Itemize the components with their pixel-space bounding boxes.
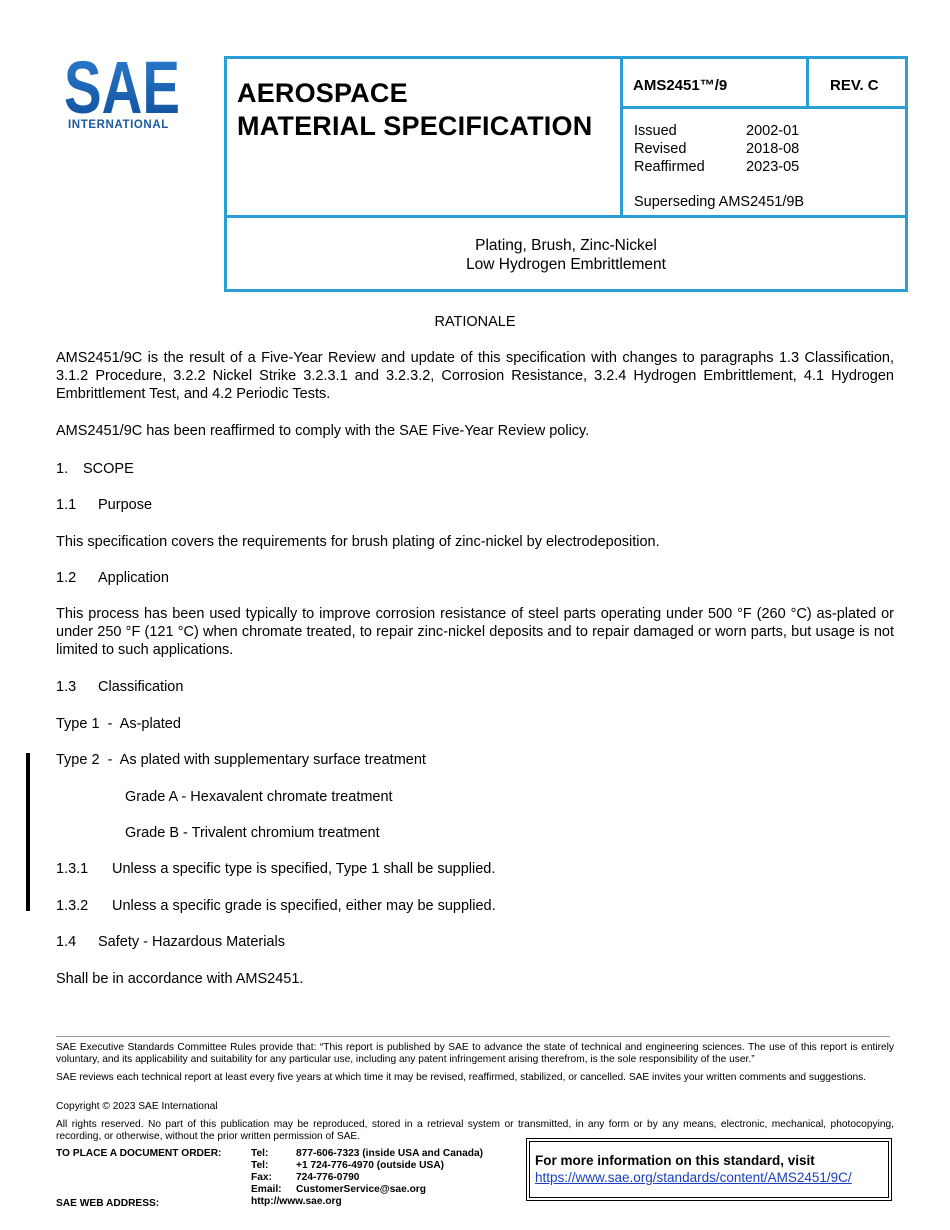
superseding-note: Superseding AMS2451/9B xyxy=(634,194,805,210)
contact-phone-intl: Tel: +1 724-776-4970 (outside USA) xyxy=(251,1160,445,1171)
footer-review-note: SAE reviews each technical report at least every five years at which time it may be revised, reaffirmed, stabilized, or cancelled. SAE invites your written comments and suggestions. xyxy=(56,1072,867,1083)
footer-rule xyxy=(56,1036,890,1037)
logo-subtitle: INTERNATIONAL xyxy=(68,119,169,131)
contact-fax: Fax: 724-776-0790 xyxy=(251,1172,360,1183)
rationale-paragraph: AMS2451/9C is the result of a Five-Year Review and update of this specification with changes to paragraphs 1.3 Classification, 3.1.2 Procedure, 3.2.2 Nickel Strike 3.2.3.1 and 3.2.3.2, Corrosion Resistance, 3.2.4 Hydrogen Embrittlement, 4.1 Hydrogen Embrittlement Test, and 4.2 Periodic Tests. xyxy=(56,350,894,402)
change-bar xyxy=(26,753,30,911)
section-paragraph: This specification covers the requirements for brush plating of zinc-nickel by electrodeposition. xyxy=(56,534,660,550)
revision: REV. C xyxy=(830,77,879,94)
classification-item: Type 2 - As plated with supplementary surface treatment xyxy=(56,752,426,768)
spec-type-line1: AEROSPACE xyxy=(237,78,408,108)
header-divider xyxy=(224,215,908,218)
footer-rules-note: SAE Executive Standards Committee Rules provide that: “This report is published by SAE to advance the state of technical and engineering sciences. The use of this report is entirely voluntary, and its applicability and suitability for any particular use, including any patent infringement arising therefrom, is the sole responsibility of the user.” xyxy=(56,1042,894,1065)
grade-item: Grade B - Trivalent chromium treatment xyxy=(125,825,380,841)
rationale-paragraph: AMS2451/9C has been reaffirmed to comply with the SAE Five-Year Review policy. xyxy=(56,423,590,439)
sae-logo xyxy=(64,56,192,134)
spec-type-line2: MATERIAL SPECIFICATION xyxy=(237,111,593,141)
date-issued: Issued 2002-01 xyxy=(634,123,800,139)
footer-rights: All rights reserved. No part of this publication may be reproduced, stored in a retrieval system or transmitted, in any form or by any means, electronic, mechanical, photocopying, recording, or otherwise, without the prior written permission of SAE. xyxy=(56,1119,894,1142)
section-paragraph: This process has been used typically to improve corrosion resistance of steel parts operating under 500 °F (260 °C) as-plated or under 250 °F (121 °C) when chromate treated, to repair zinc-nickel deposits and to repair damaged or worn parts, but usage is not limited to such applications. xyxy=(56,606,894,658)
section-paragraph: Shall be in accordance with AMS2451. xyxy=(56,971,304,987)
sae-logo-mark xyxy=(64,56,182,116)
header-divider xyxy=(806,56,809,109)
contact-list xyxy=(251,1148,483,1208)
more-info-title: For more information on this standard, visit xyxy=(535,1153,815,1168)
section-heading: 1. SCOPE xyxy=(56,461,134,477)
document-id: AMS2451™/9 xyxy=(633,77,728,94)
classification-item: Type 1 - As-plated xyxy=(56,716,181,732)
header-divider xyxy=(620,106,908,109)
section-heading: 1.4 Safety - Hazardous Materials xyxy=(56,934,285,950)
footer-copyright: Copyright © 2023 SAE International xyxy=(56,1101,218,1112)
svg-text:SAE: SAE xyxy=(64,56,180,116)
section-heading: 1.1 Purpose xyxy=(56,497,153,513)
spec-type-title xyxy=(237,77,592,143)
document-title-line1: Plating, Brush, Zinc-Nickel xyxy=(475,237,657,254)
document-title xyxy=(227,236,905,274)
rationale-heading: RATIONALE xyxy=(434,314,516,330)
date-reaffirmed: Reaffirmed 2023-05 xyxy=(634,159,800,175)
date-list xyxy=(634,122,799,176)
order-label: TO PLACE A DOCUMENT ORDER: xyxy=(56,1148,222,1159)
section-heading: 1.3 Classification xyxy=(56,679,184,695)
contact-email: Email: CustomerService@sae.org xyxy=(251,1184,426,1195)
header-divider xyxy=(620,56,623,218)
section-paragraph: 1.3.1 Unless a specific type is specified, Type 1 shall be supplied. xyxy=(56,861,496,877)
standard-url-link[interactable]: https://www.sae.org/standards/content/AMS2451/9C/ xyxy=(535,1170,852,1185)
web-address-link[interactable]: http://www.sae.org xyxy=(251,1196,342,1207)
grade-item: Grade A - Hexavalent chromate treatment xyxy=(125,789,393,805)
section-paragraph: 1.3.2 Unless a specific grade is specified, either may be supplied. xyxy=(56,898,496,914)
contact-phone: Tel: 877-606-7323 (inside USA and Canada) xyxy=(251,1148,484,1159)
document-title-line2: Low Hydrogen Embrittlement xyxy=(466,256,666,273)
web-label: SAE WEB ADDRESS: xyxy=(56,1198,160,1209)
section-heading: 1.2 Application xyxy=(56,570,169,586)
date-revised: Revised 2018-08 xyxy=(634,141,800,157)
